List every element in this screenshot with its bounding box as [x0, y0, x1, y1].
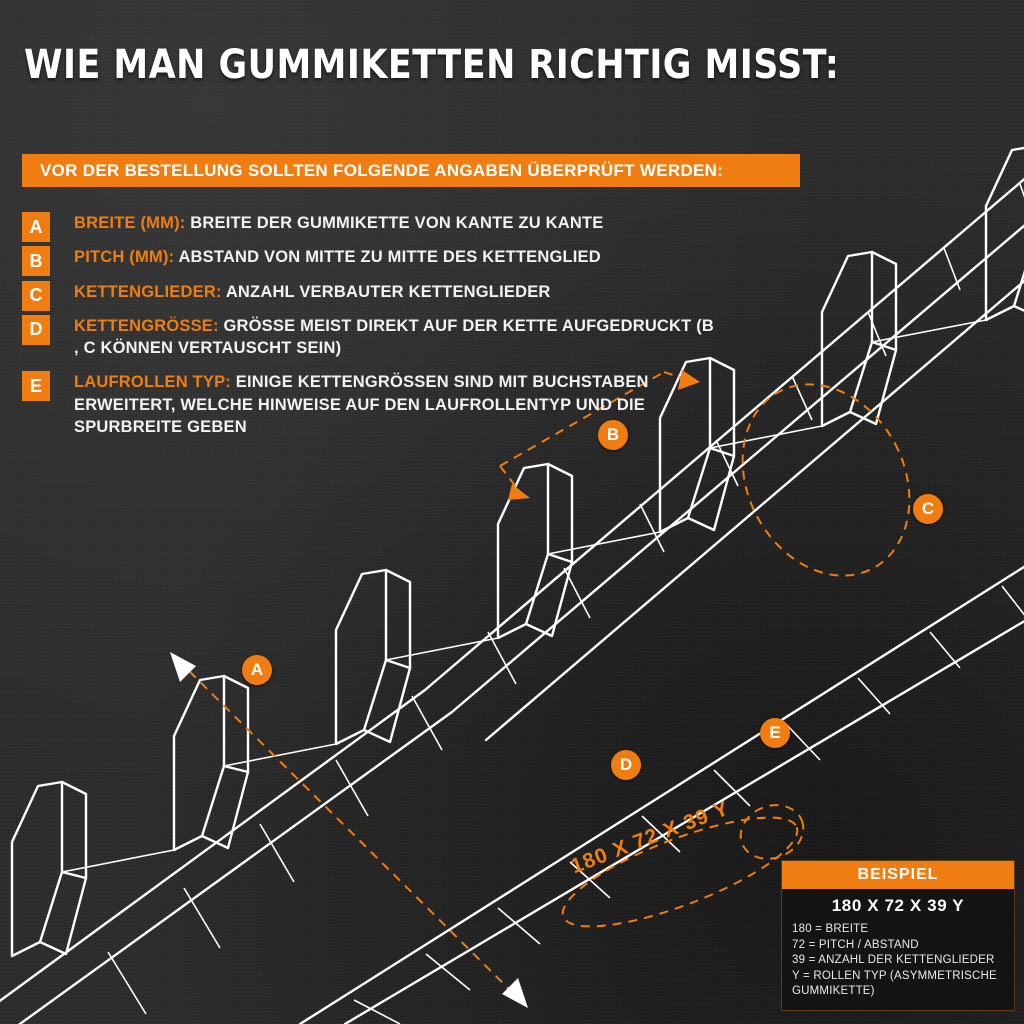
legend-desc-c: ANZAHL VERBAUTER KETTENGLIEDER	[221, 282, 551, 301]
legend-desc-d: GRÖSSE MEIST DIREKT AUF DER KETTE AUFGEDRUCKT (B , C KÖNNEN VERTAUSCHT SEIN)	[74, 316, 715, 358]
diagram-marker-b: B	[598, 420, 628, 450]
subtitle-bar	[22, 154, 800, 187]
example-legend-list	[782, 922, 1014, 1010]
example-code: 180 X 72 X 39 Y	[831, 896, 965, 915]
legend-keyword-d: KETTENGRÖSSE:	[74, 316, 219, 335]
example-line-rollentyp: Y = ROLLEN TYP (ASYMMETRISCHE GUMMIKETTE)	[792, 969, 997, 998]
diagram-marker-d: D	[611, 750, 641, 780]
legend-desc-a: BREITE DER GUMMIKETTE VON KANTE ZU KANTE	[185, 214, 604, 232]
example-box	[781, 860, 1015, 1011]
legend-item-b	[22, 246, 722, 271]
legend-text-b	[74, 246, 722, 268]
printed-size-area	[566, 796, 796, 906]
legend-desc-e: EINIGE KETTENGRÖSSEN SIND MIT BUCHSTABEN ERWEITERT, WELCHE HINWEISE AUF DEN LAUFROLLENTYP UND DIE SPURBREITE GEBEN	[74, 373, 649, 436]
legend-text-d	[74, 315, 722, 360]
subtitle-text: VOR DER BESTELLUNG SOLLTEN FOLGENDE ANGABEN ÜBERPRÜFT WERDEN:	[40, 160, 724, 180]
legend-badge-d: D	[22, 315, 50, 345]
legend-list	[22, 212, 722, 450]
legend-keyword-b: PITCH (MM):	[74, 248, 175, 267]
legend-badge-e: E	[22, 371, 50, 401]
diagram-marker-e: E	[760, 718, 790, 748]
example-line-kettenglieder: 39 = ANZAHL DER KETTENGLIEDER	[792, 954, 995, 967]
legend-keyword-a: BREITE (MM):	[74, 214, 186, 232]
legend-badge-c: C	[22, 281, 50, 311]
legend-keyword-c: KETTENGLIEDER:	[74, 282, 222, 301]
example-line-breite: 180 = BREITE	[792, 923, 869, 935]
legend-badge-a: A	[22, 212, 50, 242]
example-line-pitch: 72 = PITCH / ABSTAND	[792, 938, 919, 951]
legend-item-a	[22, 212, 722, 237]
legend-text-a	[74, 212, 722, 234]
legend-badge-b: B	[22, 246, 50, 276]
legend-text-c	[74, 281, 722, 303]
legend-desc-b: ABSTAND VON MITTE ZU MITTE DES KETTENGLIED	[174, 248, 601, 267]
page-title: WIE MAN GUMMIKETTEN RICHTIG MISST:	[24, 42, 840, 88]
diagram-marker-a: A	[242, 655, 272, 685]
example-heading: BEISPIEL	[782, 861, 1014, 889]
legend-item-d	[22, 315, 722, 360]
legend-keyword-e: LAUFROLLEN TYP:	[74, 373, 231, 392]
legend-item-c	[22, 281, 722, 306]
diagram-marker-c: C	[913, 494, 943, 524]
printed-size-text: 180 X 72 X 39 Y	[567, 796, 733, 879]
